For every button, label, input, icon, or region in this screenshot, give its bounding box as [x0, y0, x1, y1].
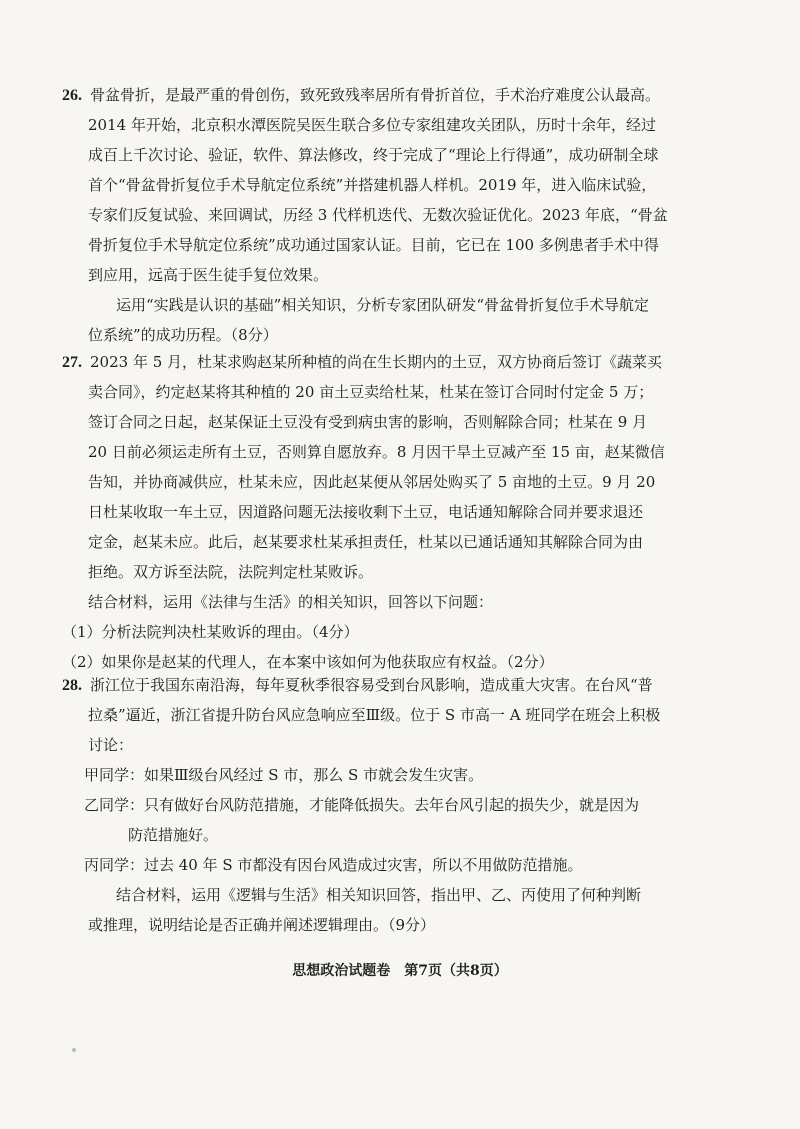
q26-line-5: 专家们反复试验、来回调试，历经 3 代样机迭代、无数次验证优化。2023 年底，“骨盆: [88, 206, 668, 224]
q27-number: 27.: [62, 354, 82, 371]
q28-number: 28.: [62, 677, 82, 694]
q28-student-jia: 甲同学：如果Ⅲ级台风经过 S 市，那么 S 市就会发生灾害。: [84, 766, 484, 784]
q26-line-7: 到应用，远高于医生徒手复位效果。: [88, 266, 329, 284]
q27-task: 结合材料，运用《法律与生活》的相关知识，回答以下问题：: [88, 593, 494, 611]
q28-line-3: 讨论：: [88, 736, 134, 754]
q26-line-6: 骨折复位手术导航定位系统”成功通过国家认证。目前，它已在 100 多例患者手术中得: [88, 236, 659, 254]
q26-line-2: 2014 年开始，北京积水潭医院吴医生联合多位专家组建攻关团队，历时十余年，经过: [88, 116, 656, 134]
q27-sub-question-1: （1）分析法院判决杜某败诉的理由。（4分）: [62, 623, 359, 641]
question-28: [62, 670, 742, 940]
q27-line-3: 签订合同之日起，赵某保证土豆没有受到病虫害的影响，否则解除合同；杜某在 9 月: [88, 413, 648, 431]
page-footer: 思想政治试题卷 第7页（共8页）: [292, 963, 508, 979]
q26-line-4: 首个“骨盆骨折复位手术导航定位系统”并搭建机器人样机。2019 年，进入临床试验，: [88, 176, 657, 194]
q27-line-7: 定金，赵某未应。此后，赵某要求杜某承担责任，杜某以已通话通知其解除合同为由: [88, 533, 644, 551]
q28-student-bing: 丙同学：过去 40 年 S 市都没有因台风造成过灾害，所以不用做防范措施。: [84, 856, 583, 874]
q27-line-6: 日杜某收取一车土豆，因道路问题无法接收剩下土豆，电话通知解除合同并要求退还: [88, 503, 644, 521]
question-26: [62, 80, 742, 350]
q28-student-yi: 乙同学：只有做好台风防范措施，才能降低损失。去年台风引起的损失少，就是因为: [84, 796, 640, 814]
q26-line-1: 26. 骨盆骨折，是最严重的骨创伤，致死致残率居所有骨折首位，手术治疗难度公认最高。: [62, 80, 742, 110]
q28-task-line-2: 或推理，说明结论是否正确并阐述逻辑理由。（9分）: [88, 916, 436, 934]
q28-line-2: 拉桑”逼近，浙江省提升防台风应急响应至Ⅲ级。位于 S 市高一 A 班同学在班会上积极: [88, 706, 661, 724]
q26-task-line-1: 运用“实践是认识的基础”相关知识，分析专家团队研发“骨盆骨折复位手术导航定: [116, 296, 650, 314]
q26-task-line-2: 位系统”的成功历程。（8分）: [88, 326, 278, 344]
q28-line-1: 28. 浙江位于我国东南沿海，每年夏秋季很容易受到台风影响，造成重大灾害。在台风“普: [62, 670, 742, 700]
q26-line-3: 成百上千次讨论、验证，软件、算法修改，终于完成了“理论上行得通”，成功研制全球: [88, 146, 659, 164]
q28-task-line-1: 结合材料，运用《逻辑与生活》相关知识回答，指出甲、乙、丙使用了何种判断: [116, 886, 642, 904]
q27-line-2: 卖合同》，约定赵某将其种植的 20 亩土豆卖给杜某，杜某在签订合同时付定金 5 万；: [88, 383, 654, 401]
q27-sub-question-2: （2）如果你是赵某的代理人，在本案中该如何为他获取应有权益。（2分）: [62, 653, 554, 671]
q27-line-1: 27. 2023 年 5 月，杜某求购赵某所种植的尚在生长期内的土豆，双方协商后签订《蔬菜买: [62, 347, 742, 377]
q27-line-8: 拒绝。双方诉至法院，法院判定杜某败诉。: [88, 563, 374, 581]
scan-speck: [72, 1048, 76, 1052]
q27-line-4: 20 日前必须运走所有土豆，否则算自愿放弃。8 月因干旱土豆减产至 15 亩，赵某微信: [88, 443, 665, 461]
q28-student-yi-cont: 防范措施好。: [128, 826, 219, 844]
q26-number: 26.: [62, 87, 82, 104]
q27-line-5: 告知，并协商减供应，杜某未应，因此赵某便从邻居处购买了 5 亩地的土豆。9 月 20: [88, 473, 656, 491]
question-27: [62, 347, 742, 677]
